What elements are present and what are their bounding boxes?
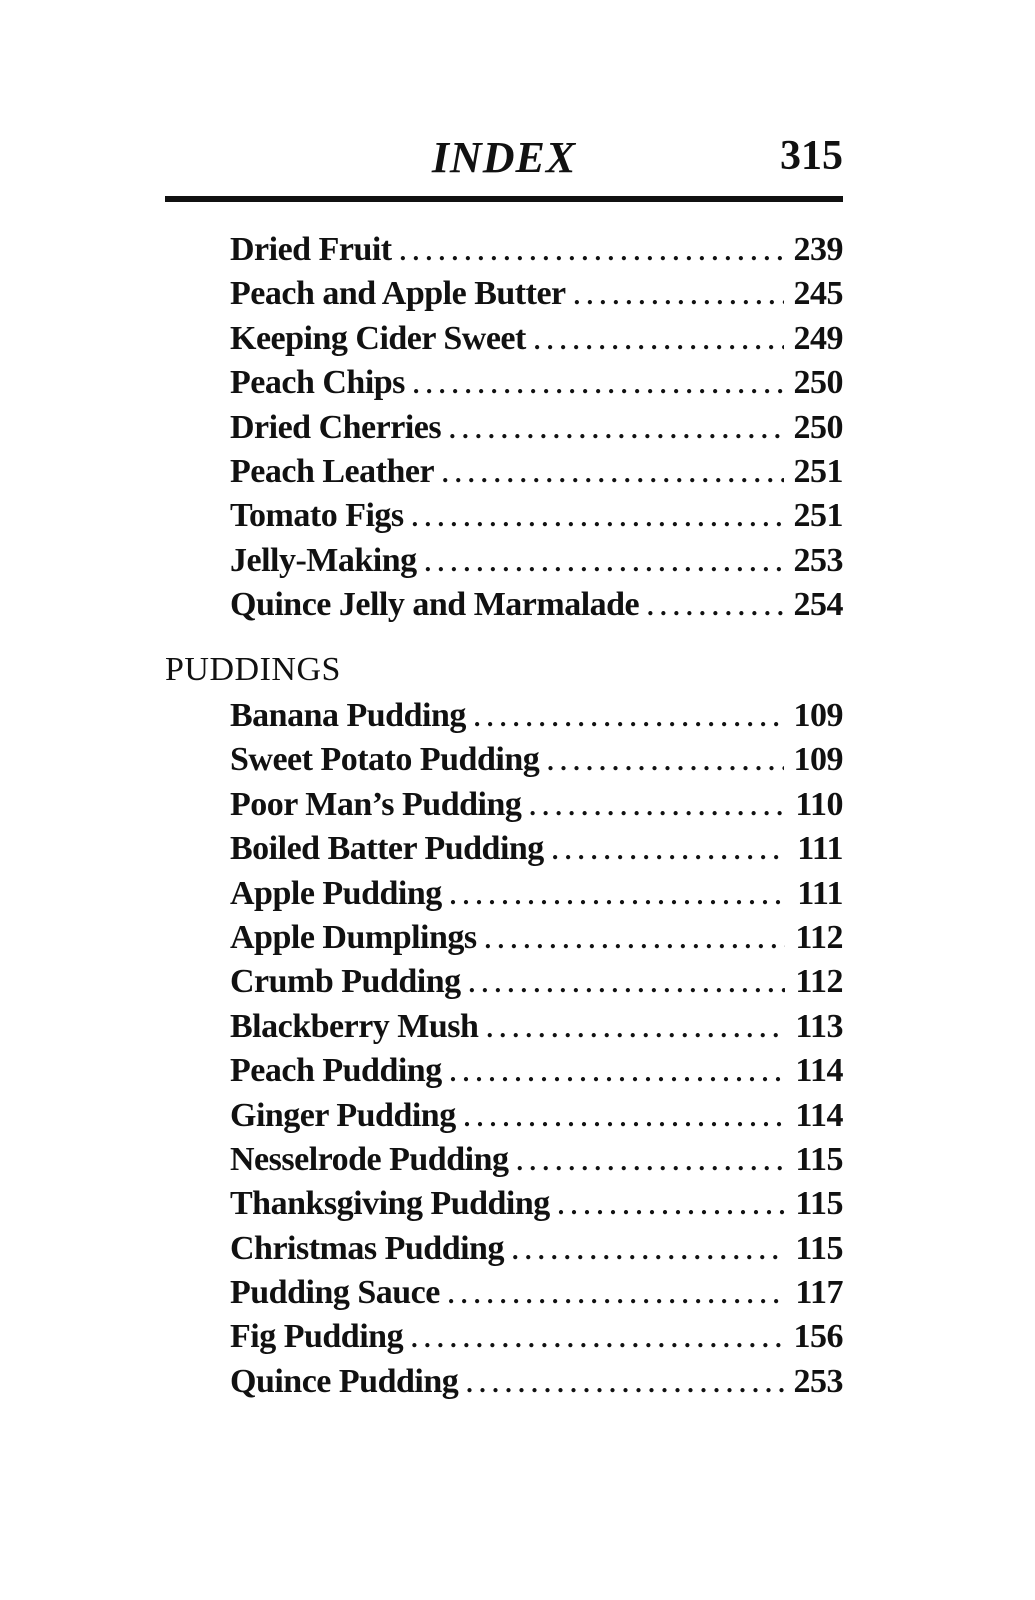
entry-page: 254: [793, 586, 843, 624]
entry-page: 115: [795, 1185, 843, 1223]
entry-page: 109: [793, 741, 843, 779]
dot-leader: [442, 452, 783, 496]
index-entry: [230, 1227, 843, 1271]
entry-page: 113: [795, 1007, 843, 1045]
index-entry: [230, 450, 843, 494]
entry-title: Fig Pudding: [230, 1318, 404, 1356]
entry-title: Apple Dumplings: [230, 918, 477, 956]
entry-page: 115: [795, 1229, 843, 1267]
entry-page: 251: [793, 497, 843, 535]
index-entry: [230, 1005, 843, 1049]
entry-page: 111: [797, 874, 843, 912]
entry-page: 250: [793, 408, 843, 446]
entry-title: Peach and Apple Butter: [230, 275, 566, 313]
entry-title: Peach Leather: [230, 452, 435, 490]
entry-title: Dried Fruit: [230, 231, 392, 268]
index-entry: [230, 317, 843, 361]
index-entry: [230, 1315, 843, 1359]
entry-title: Christmas Pudding: [230, 1229, 504, 1267]
entry-page: 250: [793, 364, 843, 402]
index-entry: [230, 1271, 843, 1315]
dot-leader: [469, 962, 786, 1006]
dot-leader: [466, 1362, 783, 1406]
dot-leader: [486, 1007, 785, 1051]
entry-title: Dried Cherries: [230, 408, 442, 446]
entry-page: 245: [793, 275, 843, 313]
entry-title: Banana Pudding: [230, 697, 466, 734]
entry-page: 251: [793, 452, 843, 490]
entry-title: Jelly-Making: [230, 541, 417, 579]
dot-leader: [448, 1273, 786, 1317]
index-entry: [230, 1182, 843, 1226]
header-rule: [165, 196, 843, 202]
entry-title: Nesselrode Pudding: [230, 1140, 509, 1178]
dot-leader: [485, 918, 786, 962]
index-entry: [230, 1094, 843, 1138]
dot-leader: [552, 829, 787, 873]
index-entry: [230, 738, 843, 782]
entry-page: 112: [795, 918, 843, 956]
entry-page: 112: [795, 963, 843, 1001]
entry-title: Blackberry Mush: [230, 1007, 479, 1045]
index-list-top: [230, 228, 843, 628]
entry-title: Crumb Pudding: [230, 963, 461, 1001]
dot-leader: [534, 319, 784, 363]
entry-title: Quince Pudding: [230, 1362, 459, 1400]
dot-leader: [450, 874, 787, 918]
dot-leader: [516, 1140, 785, 1184]
dot-leader: [558, 1184, 786, 1228]
index-entry: [230, 361, 843, 405]
entry-page: 109: [793, 697, 843, 734]
dot-leader: [449, 408, 783, 452]
index-entry: [230, 1049, 843, 1093]
entry-title: Apple Pudding: [230, 874, 442, 912]
entry-title: Peach Chips: [230, 364, 405, 402]
index-entry: [230, 494, 843, 538]
entry-title: Tomato Figs: [230, 497, 404, 535]
entry-title: Poor Man’s Pudding: [230, 785, 522, 823]
entry-page: 156: [793, 1318, 843, 1356]
index-entry: [230, 583, 843, 627]
index-entry: [230, 1360, 843, 1404]
index-entry: [230, 960, 843, 1004]
dot-leader: [512, 1229, 785, 1273]
page-header: [165, 132, 843, 192]
dot-leader: [413, 363, 784, 407]
entry-page: 114: [795, 1096, 843, 1134]
entry-title: Thanksgiving Pudding: [230, 1185, 550, 1223]
entry-title: Peach Pudding: [230, 1052, 442, 1090]
entry-title: Boiled Batter Pudding: [230, 830, 544, 868]
dot-leader: [450, 1051, 786, 1095]
index-entry: [230, 827, 843, 871]
index-entry: [230, 272, 843, 316]
entry-title: Ginger Pudding: [230, 1096, 456, 1134]
section-heading-puddings: PUDDINGS: [165, 651, 341, 688]
entry-page: 253: [793, 1362, 843, 1400]
entry-page: 111: [797, 830, 843, 868]
index-entry: [230, 228, 843, 272]
dot-leader: [464, 1096, 786, 1140]
dot-leader: [400, 230, 784, 274]
index-list-puddings: [230, 694, 843, 1404]
index-entry: [230, 783, 843, 827]
dot-leader: [574, 274, 784, 318]
entry-page: 115: [795, 1140, 843, 1178]
entry-title: Keeping Cider Sweet: [230, 319, 526, 357]
entry-page: 239: [793, 231, 843, 268]
entry-title: Pudding Sauce: [230, 1274, 440, 1312]
index-entry: [230, 406, 843, 450]
entry-page: 117: [795, 1274, 843, 1312]
dot-leader: [529, 785, 785, 829]
index-entry: [230, 916, 843, 960]
index-entry: [230, 539, 843, 583]
page-title: INDEX: [431, 133, 577, 182]
dot-leader: [412, 496, 784, 540]
entry-page: 114: [795, 1052, 843, 1090]
entry-page: 110: [795, 785, 843, 823]
index-entry: [230, 694, 843, 738]
page-number: 315: [780, 133, 843, 179]
entry-title: Quince Jelly and Marmalade: [230, 586, 640, 624]
index-entry: [230, 1138, 843, 1182]
dot-leader: [411, 1317, 783, 1361]
dot-leader: [425, 541, 784, 585]
entry-title: Sweet Potato Pudding: [230, 741, 540, 779]
entry-page: 253: [793, 541, 843, 579]
index-entry: [230, 872, 843, 916]
dot-leader: [547, 740, 783, 784]
dot-leader: [647, 585, 783, 629]
dot-leader: [474, 696, 784, 740]
entry-page: 249: [793, 319, 843, 357]
